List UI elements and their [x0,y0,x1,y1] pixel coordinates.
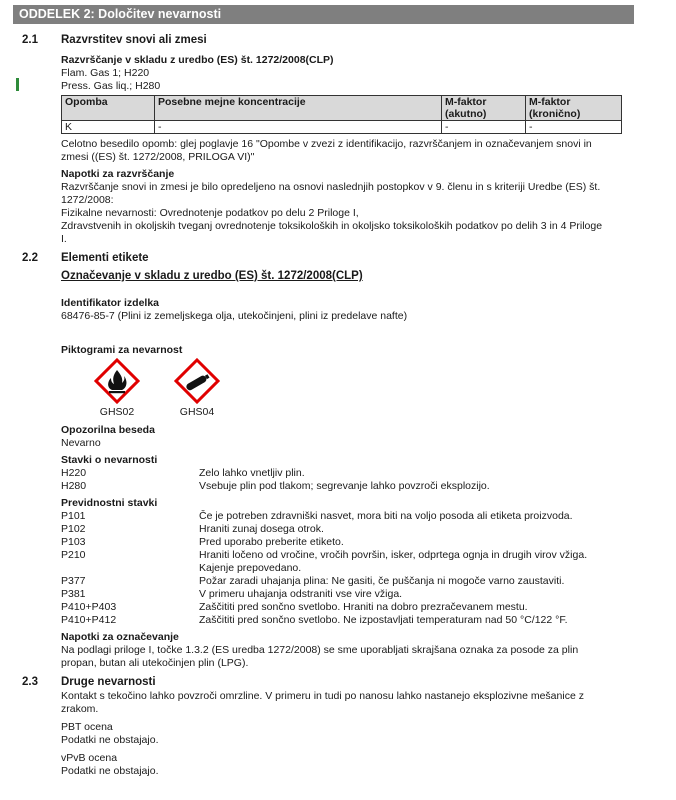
flame-icon [94,358,140,404]
precautionary-statements-title: Previdnostni stavki [61,497,158,509]
table-header-cell: Posebne mejne koncentracije [155,96,442,121]
table-cell: K [62,121,155,134]
precaution-text: Če je potreben zdravniški nasvet, mora biti na voljo posoda ali etiketa proizvoda. [199,510,573,522]
guidance-line-3: Fizikalne nevarnosti: Ovrednotenje podatkov po delu 2 Priloge I, [61,207,359,219]
vpvb-title: vPvB ocena [61,752,118,764]
clp-classification-heading: Razvrščanje v skladu z uredbo (ES) št. 1272/2008(CLP) [61,54,334,66]
labelling-notes-title: Napotki za označevanje [61,631,179,643]
vpvb-value: Podatki ne obstajajo. [61,765,159,777]
table-header-cell [526,96,622,121]
other-hazards-line-2: zrakom. [61,703,99,715]
section-2-3-title: Druge nevarnosti [61,676,156,688]
section-header: ODDELEK 2: Določitev nevarnosti [13,5,634,24]
signal-word-title: Opozorilna beseda [61,424,155,436]
table-header-line: M-faktor [445,96,487,108]
section-2-2-number: 2.2 [22,252,38,264]
precaution-code: P210 [61,549,86,561]
other-hazards-line-1: Kontakt s tekočino lahko povzroči omrzline. V primeru in tudi po nanosu lahko nastanejo eksplozivne mešanice z [61,690,584,702]
precaution-text: Hraniti ločeno od vročine, vročih površin, isker, odprtega ognja in drugih virov vžiga. [199,549,588,561]
change-marker-bar [16,78,19,91]
pbt-value: Podatki ne obstajajo. [61,734,159,746]
classification-line-1: Flam. Gas 1; H220 [61,67,150,79]
precaution-text: Pred uporabo preberite etiketo. [199,536,344,548]
section-2-3-number: 2.3 [22,676,38,688]
classification-line-2: Press. Gas liq.; H280 [61,80,161,92]
gas-cylinder-icon [174,358,220,404]
table-header-line: (akutno) [445,108,487,120]
precaution-code: P103 [61,536,86,548]
hazard-text: Zelo lahko vnetljiv plin. [199,467,305,479]
pictograms-title: Piktogrami za nevarnost [61,344,183,356]
classification-guidance-title: Napotki za razvrščanje [61,168,175,180]
labelling-notes-line-2: propan, butan ali utekočinjen plin (LPG). [61,657,249,669]
pbt-title: PBT ocena [61,721,113,733]
precaution-text: Kajenje prepovedano. [199,562,302,574]
table-note-line-1: Celotno besedilo opomb: glej poglavje 16 "Opombe v zvezi z identifikacijo, razvrščanjem in označevanjem snovi in [61,138,592,150]
table-note-line-2: zmesi ((ES) št. 1272/2008, PRILOGA VI)" [61,151,255,163]
hazard-statements-title: Stavki o nevarnosti [61,454,158,466]
pictogram-label: GHS04 [179,406,215,418]
table-cell: - [442,121,526,134]
signal-word-value: Nevarno [61,437,101,449]
hazard-code: H220 [61,467,87,479]
section-2-1-number: 2.1 [22,34,38,46]
classification-notes-table [61,95,622,134]
pictogram-label: GHS02 [99,406,135,418]
table-cell: - [155,121,442,134]
labelling-notes-line-1: Na podlagi priloge I, točke 1.3.2 (ES uredba 1272/2008) se sme uporabljati skrajšana oznaka za posode za plin [61,644,579,656]
section-2-1-title: Razvrstitev snovi ali zmesi [61,34,207,46]
table-header-cell [442,96,526,121]
precaution-code: P102 [61,523,86,535]
section-2-2-title: Elementi etikete [61,252,149,264]
precaution-text: Zaščititi pred sončno svetlobo. Ne izpostavljati temperaturam nad 50 °C/122 °F. [199,614,568,626]
product-identifier-value: 68476-85-7 (Plini iz zemeljskega olja, utekočinjeni, plini iz predelave nafte) [61,310,408,322]
precaution-text: Hraniti zunaj dosega otrok. [199,523,324,535]
precaution-code: P410+P403 [61,601,117,613]
table-row [62,121,622,134]
clp-labelling-heading: Označevanje v skladu z uredbo (ES) št. 1272/2008(CLP) [61,270,363,282]
precaution-text: V primeru uhajanja odstraniti vse vire vžiga. [199,588,403,600]
table-header-row [62,96,622,121]
precaution-code: P381 [61,588,86,600]
guidance-line-2: 1272/2008: [61,194,114,206]
table-header-cell: Opomba [62,96,155,121]
table-header-line: M-faktor [529,96,571,108]
hazard-code: H280 [61,480,87,492]
table-header-line: (kronično) [529,108,581,120]
precaution-code: P101 [61,510,86,522]
table-cell: - [526,121,622,134]
precaution-text: Zaščititi pred sončno svetlobo. Hraniti na dobro prezračevanem mestu. [199,601,528,613]
precaution-text: Požar zaradi uhajanja plina: Ne gasiti, če puščanja ni mogoče varno zaustaviti. [199,575,565,587]
hazard-text: Vsebuje plin pod tlakom; segrevanje lahko povzroči eksplozijo. [199,480,490,492]
precaution-code: P377 [61,575,86,587]
precaution-code: P410+P412 [61,614,117,626]
product-identifier-title: Identifikator izdelka [61,297,160,309]
guidance-line-4: Zdravstvenih in okoljskih tveganj ovrednotenje toksikoloških in okoljsko toksikoloških podatkov po delih 3 in 4 Priloge [61,220,603,232]
guidance-line-5: I. [61,233,67,245]
guidance-line-1: Razvrščanje snovi in zmesi je bilo opredeljeno na osnovi naslednjih postopkov v 9. členu in s kriteriji Uredbe (ES) št. [61,181,601,193]
